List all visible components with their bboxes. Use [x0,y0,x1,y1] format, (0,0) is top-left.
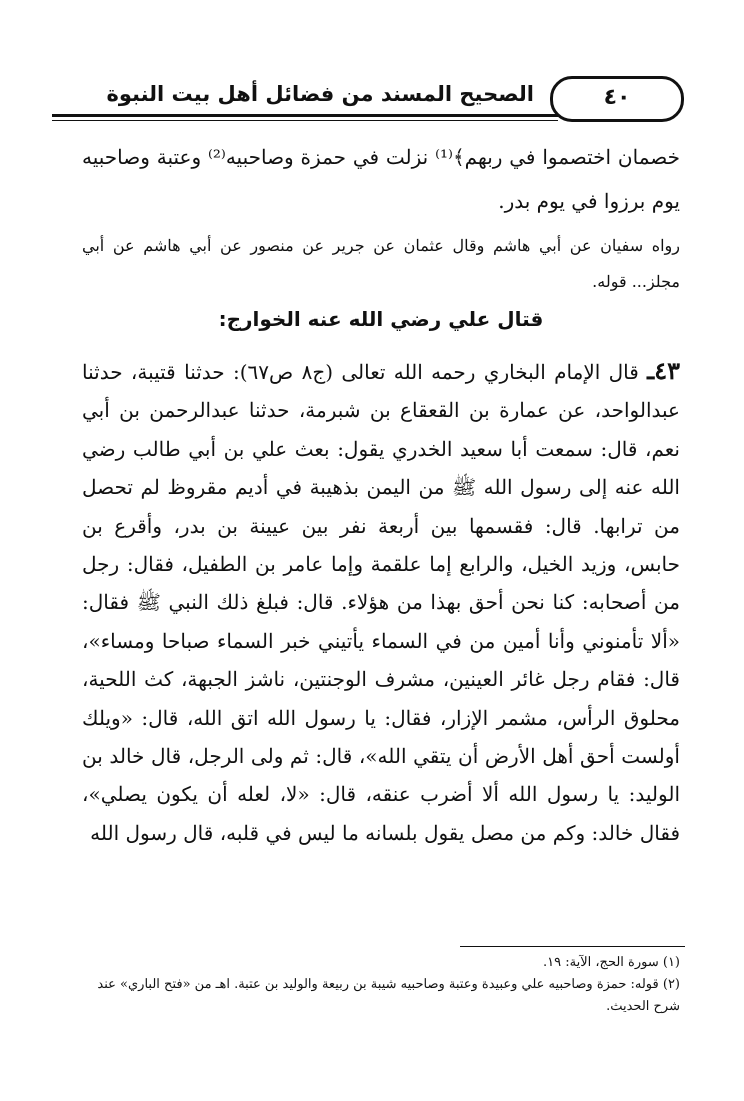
paragraph-narration-note: رواه سفيان عن أبي هاشم وقال عثمان عن جرير عن منصور عن أبي هاشم عن أبي مجلز... قوله. [82,236,680,291]
hadith-paragraph [82,352,680,852]
paragraph-verse-commentary: خصمان اختصموا في ربهم﴾⁽¹⁾ نزلت في حمزة وصاحبيه⁽²⁾ وعتبة وصاحبيه يوم برزوا في يوم بدر. [82,145,680,213]
footnote-separator [460,946,685,947]
header-rule [52,114,558,117]
header-rule-thin [52,120,558,121]
hadith-text: قال الإمام البخاري رحمه الله تعالى (ج٨ ص٦٧): حدثنا قتيبة، حدثنا عبدالواحد، عن عمارة بن القعقاع بن شبرمة، حدثنا عبدالرحمن بن أبي نعم، قال: سمعت أبا سعيد الخدري يقول: بعث علي بن أبي طالب رضي الله عنه إلى رسول الله ﷺ من اليمن بذهيبة في أديم مقروظ لم تحصل من ترابها. قال: فقسمها بين أربعة نفر بين عيينة بن بدر، وأقرع بن حابس، وزيد الخيل، والرابع إما علقمة وإما عامر بن الطفيل، فقال: رجل من أصحابه: كنا نحن أحق بهذا من هؤلاء. قال: فبلغ ذلك النبي ﷺ فقال: «ألا تأمنوني وأنا أمين من في السماء يأتيني خبر السماء صباحا ومساء»، قال: فقام رجل غائر العينين، مشرف الوجنتين، ناشز الجبهة، كث اللحية، محلوق الرأس، مشمر الإزار، فقال: يا رسول الله اتق الله، قال: «ويلك أولست أحق أهل الأرض أن يتقي الله»، قال: ثم ولى الرجل، قال خالد بن الوليد: يا رسول الله ألا أضرب عنقه، قال: «لا، لعله أن يكون يصلي»، فقال خالد: وكم من مصل يقول بلسانه ما ليس في قلبه، قال رسول الله [82,360,680,845]
footnotes [82,952,680,1018]
book-title: الصحيح المسند من فضائل أهل بيت النبوة [106,82,534,106]
page-number-frame [550,76,684,122]
running-header [52,76,684,120]
hadith-number: ٤٣ـ [647,356,680,385]
page-number: ٤٠ [603,85,631,110]
section-heading: قتال علي رضي الله عنه الخوارج: [218,307,544,331]
footnote-2: (٢) قوله: حمزة وصاحبيه علي وعبيدة وعتبة وصاحبيه شيبة بن ربيعة والوليد بن عتبة. اهـ من «فتح الباري» عند شرح الحديث. [97,977,680,1014]
footnote-1: (١) سورة الحج، الآية: ١٩. [542,955,680,970]
